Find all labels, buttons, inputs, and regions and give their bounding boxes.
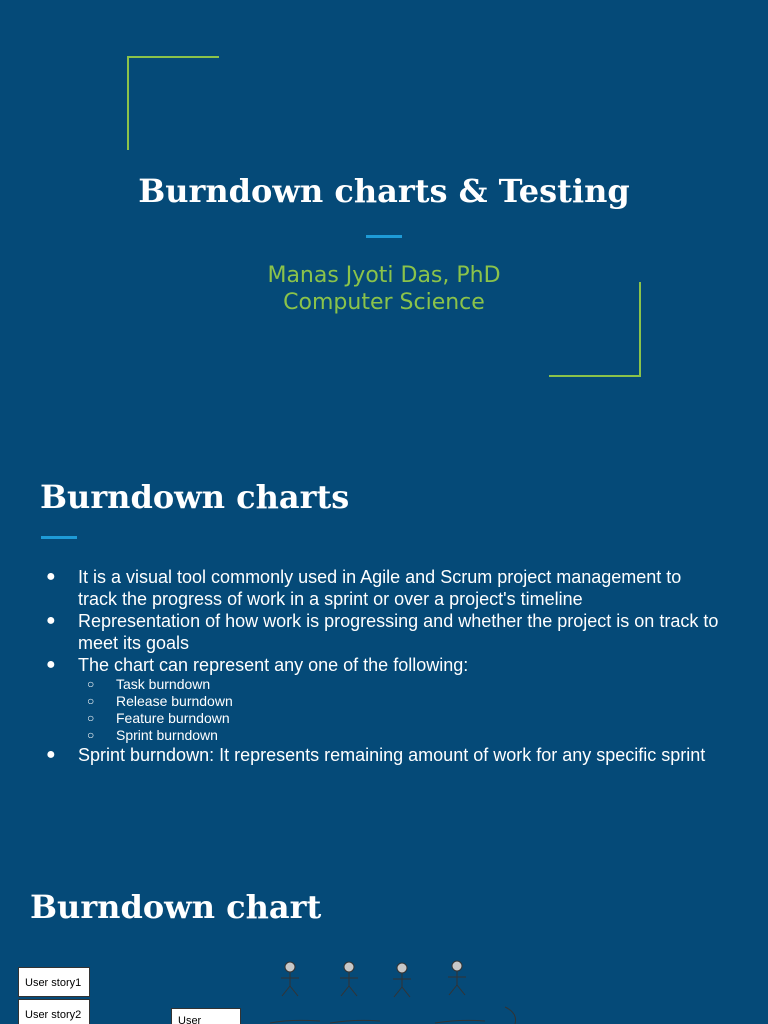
author-block (0, 262, 768, 316)
sub-list-item: ○ Feature burndown (87, 710, 230, 726)
bullet-list (40, 566, 720, 766)
sub-list-item: ○ Release burndown (87, 693, 233, 709)
user-story-box: User story1 (18, 967, 90, 997)
sub-list-item: ○ Task burndown (87, 676, 211, 692)
bullet-dot-icon: ● (46, 746, 56, 763)
section-title-burndown-charts: Burndown charts (40, 478, 350, 516)
user-story-box: User story2 (18, 999, 90, 1024)
section-title-burndown-chart: Burndown chart (30, 888, 322, 926)
person-icon (390, 961, 414, 1001)
author-department: Computer Science (283, 290, 485, 315)
sub-list-item: ○ Sprint burndown (87, 727, 218, 743)
list-item: ● Representation of how work is progressing and whether the project is on track to meet its goals (46, 611, 719, 653)
corner-bracket-top-left (127, 56, 219, 150)
slide-title: Burndown charts & Testing (138, 172, 630, 210)
list-item: ● It is a visual tool commonly used in Agile and Scrum project management to track the progress of work in a sprint or over a project's timeline (46, 567, 682, 609)
bullet-ring-icon: ○ (87, 728, 95, 742)
person-icon (445, 959, 469, 999)
section-accent-line (41, 536, 77, 539)
bullet-ring-icon: ○ (87, 711, 95, 725)
list-item: ● Sprint burndown: It represents remaining amount of work for any specific sprint (46, 745, 706, 765)
user-box: User (171, 1008, 241, 1024)
diagram-connector-lines (260, 1005, 530, 1024)
bullet-dot-icon: ● (46, 568, 56, 585)
person-icon (278, 960, 302, 1000)
bullet-dot-icon: ● (46, 612, 56, 629)
person-icon (337, 960, 361, 1000)
bullet-dot-icon: ● (46, 656, 56, 673)
title-slide (0, 0, 768, 440)
bullet-ring-icon: ○ (87, 677, 95, 691)
title-accent-line (366, 235, 402, 238)
author-name: Manas Jyoti Das, PhD (267, 263, 501, 288)
list-item: ● The chart can represent any one of the following: (46, 655, 469, 675)
bullet-ring-icon: ○ (87, 694, 95, 708)
corner-bracket-bottom-right (549, 282, 641, 377)
